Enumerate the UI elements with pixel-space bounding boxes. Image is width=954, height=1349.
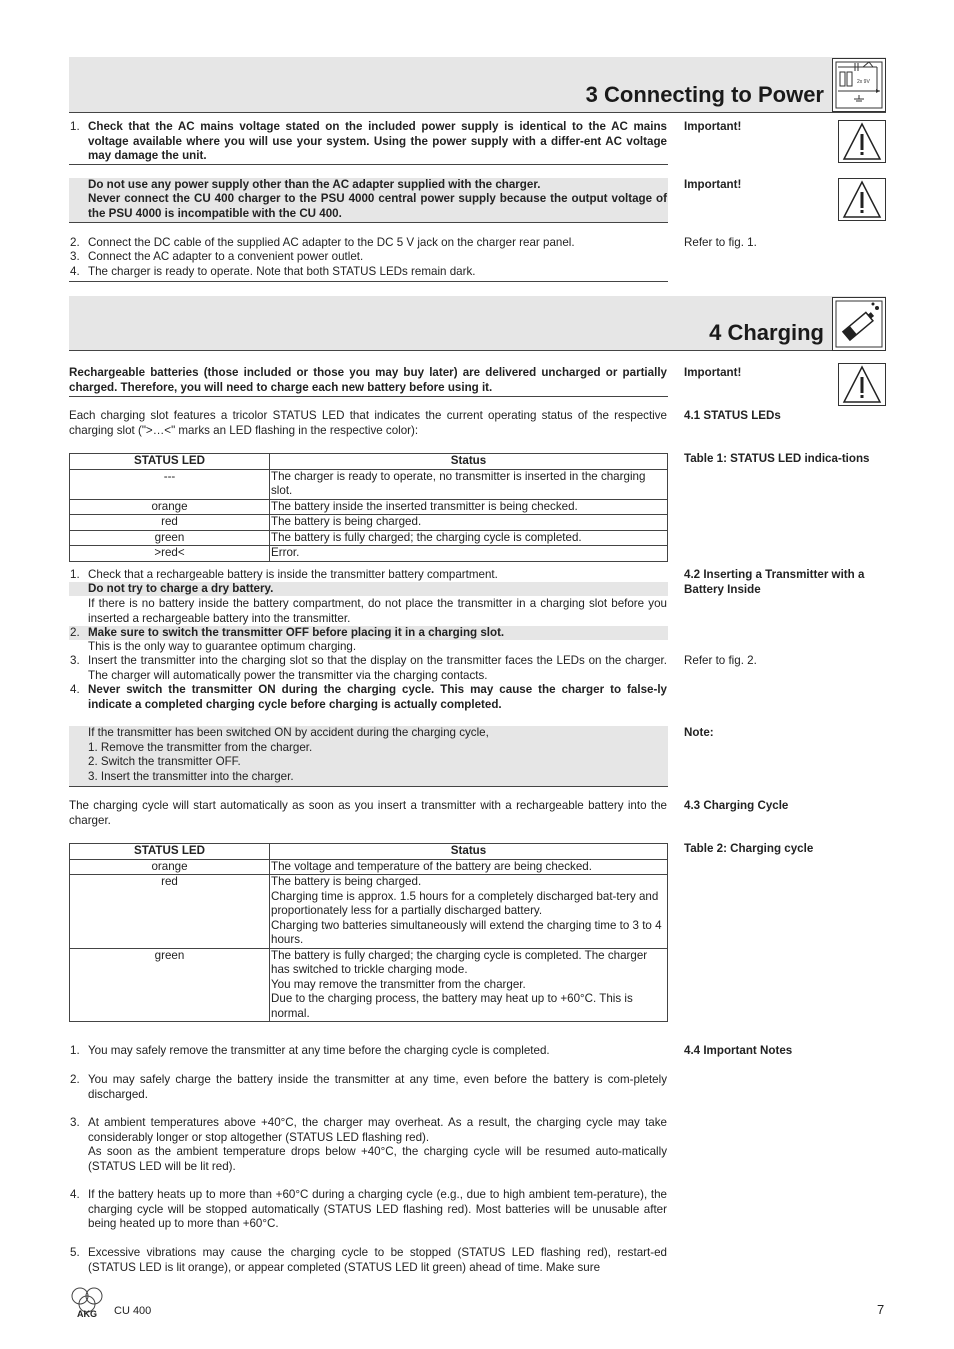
s42-3-text: Insert the transmitter into the charging slot so that the display on the transmitter faces the LEDs on the charger. The charger will automatically power the transmitter via the charging contacts. [88,654,667,682]
note4-text: If the battery heats up to more than +60°C during a charging cycle (e.g., due to high ambient tem-perature), the charging cycle will be stopped automatically (STATUS LED flashing red). Most batteries will be unusable after being heated up to more than +60°C. [88,1188,667,1230]
item1-number: 1. [70,120,80,133]
block2-line1: Do not use any power supply other than the AC adapter supplied with the charger. [88,178,541,191]
section3-title: 3 Connecting to Power [585,82,824,107]
status-cell: The battery is being charged. [270,515,668,531]
heading-4-4: 4.4 Important Notes [684,1044,793,1057]
note2-text: You may safely charge the battery inside the transmitter at any time, even before the battery is com-pletely discharged. [88,1073,667,1101]
heading-4-3: 4.3 Charging Cycle [684,799,789,812]
table-row [70,859,668,875]
refer-fig1: Refer to fig. 1. [684,236,757,249]
s42-2-bold: Make sure to switch the transmitter OFF before placing it in a charging slot. [88,626,505,639]
col-status-led: STATUS LED [70,454,270,470]
note3-number: 3. [70,1116,80,1129]
icon-label: 2x 9V [857,79,870,85]
item4-number: 4. [70,265,80,278]
led-cell: green [70,530,270,546]
item1-rule [69,164,668,165]
note-line: If the transmitter has been switched ON by accident during the charging cycle, [88,726,489,739]
table2-caption: Table 2: Charging cycle [684,842,814,855]
table-row [70,499,668,515]
cycle-paragraph: The charging cycle will start automatically as soon as you insert a transmitter with a rechargeable battery into the charger. [69,799,667,827]
note-rule [69,786,668,787]
note2-number: 2. [70,1073,80,1086]
page-number: 7 [877,1302,885,1317]
status-cell: The battery is being charged. Charging time is approx. 1.5 hours for a completely discharged bat-tery and proportionately less for a partially discharged battery. Charging two batteries simultaneously will extend the charging time to 3 to 4 hours. [270,875,668,949]
akg-logo [68,1284,106,1320]
s42-3-number: 3. [70,654,80,667]
s42-2-number: 2. [70,626,80,639]
heading-4-1: 4.1 STATUS LEDs [684,409,781,422]
status-cell: The charger is ready to operate, no transmitter is inserted in the charging slot. [270,469,668,499]
note-item: 2. Switch the transmitter OFF. [88,755,241,768]
important-label-2: Important! [684,178,742,191]
led-cell: green [70,948,270,1022]
table-row [70,546,668,562]
block2-rule [69,222,668,223]
led-paragraph: Each charging slot features a tricolor STATUS LED that indicates the current operating status of the respective charging slot (">…<" marks an LED flashing in the respective color): [69,409,667,437]
col-status: Status [270,454,668,470]
heading-4-2: 4.2 Inserting a Transmitter with a Battery Inside [684,568,865,596]
important-label-1: Important! [684,120,742,133]
led-cell: orange [70,499,270,515]
table1-caption: Table 1: STATUS LED indica-tions [684,452,870,465]
table-row [70,875,668,949]
section4-title: 4 Charging [709,320,824,345]
footer-model: CU 400 [114,1305,152,1317]
table-row [70,948,668,1022]
charging-cycle-table [69,843,668,1022]
block2-line2: Never connect the CU 400 charger to the PSU 4000 central power supply because the output voltage of the PSU 4000 is incompatible with the CU 400. [88,192,667,220]
status-cell: Error. [270,546,668,562]
note3-text: At ambient temperatures above +40°C, the charger may overheat. As a result, the charging cycle may take considerably longer or stop altogether (STATUS LED flashing red). As soon as the ambient temperature drops below +40°C, the charging cycle will be resumed auto-matically (STATUS LED will be lit red). [88,1116,667,1173]
warning-icon [838,363,886,406]
logo-text: AKG [77,1309,97,1319]
col-status-led: STATUS LED [70,844,270,860]
led-cell: red [70,515,270,531]
items-rule [69,281,668,282]
status-cell: The battery inside the inserted transmitter is being checked. [270,499,668,515]
s42-4-number: 4. [70,683,80,696]
col-status: Status [270,844,668,860]
item3-number: 3. [70,250,80,263]
item4-text: The charger is ready to operate. Note that both STATUS LEDs remain dark. [88,265,476,278]
table-row [70,530,668,546]
note5-text: Excessive vibrations may cause the charging cycle to be stopped (STATUS LED flashing red), restart-ed (STATUS LED is lit orange), or appear completed (STATUS LED lit green) ahead of time. Make sure [88,1246,667,1274]
table-header-row [70,844,668,860]
warning-icon [838,120,886,163]
intro-rule [69,396,668,397]
status-cell: The voltage and temperature of the battery are being checked. [270,859,668,875]
note5-number: 5. [70,1246,80,1259]
s42-4-bold: Never switch the transmitter ON during the charging cycle. This may cause the charger to false-ly indicate a completed charging cycle before charging is actually completed. [88,683,667,711]
note4-number: 4. [70,1188,80,1201]
status-led-table [69,453,668,562]
note-item: 1. Remove the transmitter from the charger. [88,741,313,754]
battery-charging-icon [832,297,886,351]
note-label: Note: [684,726,714,739]
led-cell: >red< [70,546,270,562]
item3-text: Connect the AC adapter to a convenient power outlet. [88,250,364,263]
status-cell: The battery is fully charged; the charging cycle is completed. [270,530,668,546]
table-row [70,469,668,499]
s42-1-more: If there is no battery inside the battery compartment, do not place the transmitter in a charging slot before you inserted a rechargeable battery into the transmitter. [88,597,667,625]
led-cell: red [70,875,270,949]
note1-text: You may safely remove the transmitter at any time before the charging cycle is completed. [88,1044,550,1057]
s42-1-bold: Do not try to charge a dry battery. [88,582,274,595]
s42-2-more: This is the only way to guarantee optimum charging. [88,640,357,653]
refer-fig2: Refer to fig. 2. [684,654,757,667]
led-cell: orange [70,859,270,875]
note-item: 3. Insert the transmitter into the charger. [88,770,294,783]
s42-1-text: Check that a rechargeable battery is inside the transmitter battery compartment. [88,568,498,581]
warning-icon [838,178,886,221]
item1-text: Check that the AC mains voltage stated on the included power supply is identical to the AC mains voltage available where you will use your system. Using the power supply with a differ-ent AC voltage may damage the unit. [88,120,667,162]
important-label-3: Important! [684,366,742,379]
led-cell: --- [70,469,270,499]
section4-header-rule [69,350,886,351]
charging-intro: Rechargeable batteries (those included or those you may buy later) are delivered uncharged or partially charged. Therefore, you will need to charge each new battery before using it. [69,366,667,394]
item2-text: Connect the DC cable of the supplied AC adapter to the DC 5 V jack on the charger rear panel. [88,236,575,249]
section3-header-rule [69,112,886,113]
note1-number: 1. [70,1044,80,1057]
table-header-row [70,454,668,470]
item2-number: 2. [70,236,80,249]
status-cell: The battery is fully charged; the charging cycle is completed. The charger has switched to trickle charging mode. You may remove the transmitter from the charger. Due to the charging process, the battery may heat up to +60°C. This is normal. [270,948,668,1022]
table-row [70,515,668,531]
power-supply-icon [832,58,886,112]
s42-1-number: 1. [70,568,80,581]
